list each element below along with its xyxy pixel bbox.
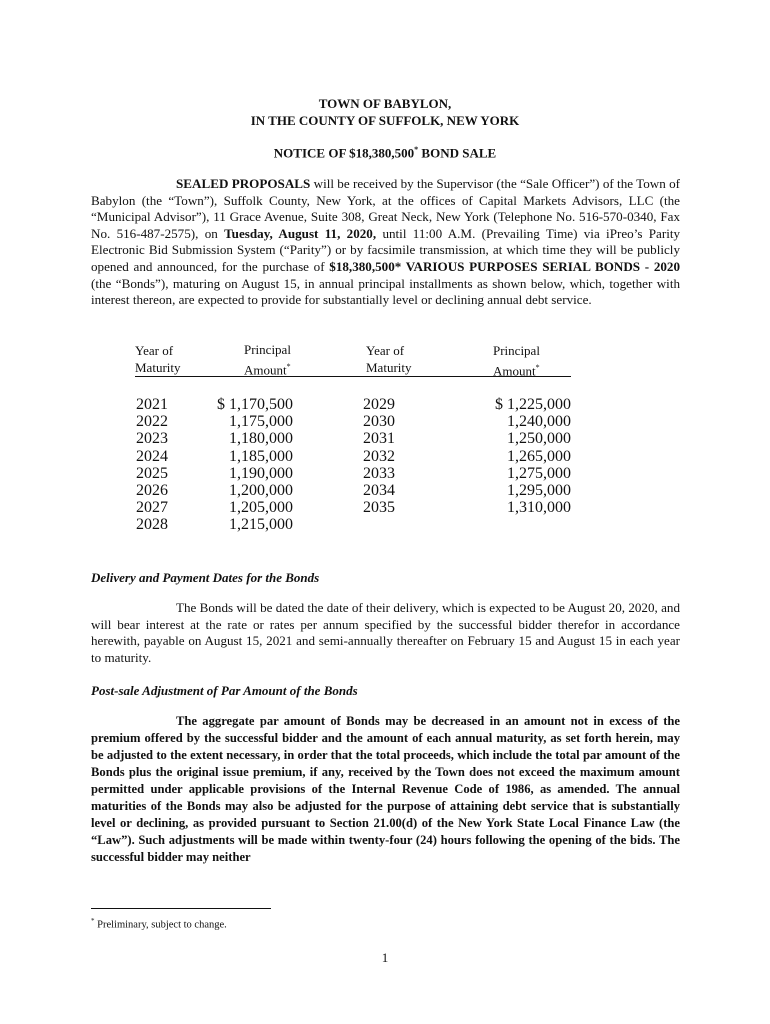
page-number: 1 (381, 950, 389, 965)
notice-title-prefix: NOTICE OF $18,380,500 (273, 145, 415, 161)
maturity-year: 2032 (363, 447, 395, 465)
intro-text-b: until 11:00 A.M. (Prevailing Time) via iPreo’s Parity Electronic Bid Submission System (“Parity”) or by facsimile transmission, at which time they will be publicly opened and announced, for the purchase of (91, 225, 681, 274)
right-amounts-column (478, 396, 571, 516)
maturity-year: 2024 (136, 447, 168, 465)
principal-amount: 1,310,000 (507, 499, 571, 517)
right-principal-header-line2: Amount* (493, 363, 540, 379)
adjustment-section-title: Post-sale Adjustment of Par Amount of the Bonds (91, 683, 358, 698)
right-year-header-line1: Year of (366, 343, 405, 358)
principal-amount: $ 1,170,500 (217, 396, 293, 413)
maturity-year: 2027 (136, 499, 168, 517)
maturity-year: 2028 (136, 516, 168, 534)
maturity-year: 2021 (136, 396, 168, 413)
right-principal-header (493, 342, 540, 379)
principal-amount: 1,240,000 (507, 413, 571, 431)
intro-text-c: (the “Bonds”), maturing on August 15, in annual principal installments as shown below, which, together with interest thereon, are expected to provide for substantially level or declining annual debt service. (91, 275, 680, 308)
left-year-header-line1: Year of (135, 343, 174, 358)
principal-amount: 1,295,000 (507, 481, 571, 499)
principal-amount: 1,215,000 (229, 516, 293, 534)
notice-title (0, 145, 770, 161)
footnote-rule (91, 908, 271, 909)
right-year-header-line2: Maturity (366, 360, 412, 375)
principal-amount: 1,275,000 (507, 464, 571, 482)
principal-amount: 1,180,000 (229, 430, 293, 448)
right-year-header (366, 342, 412, 376)
maturity-year: 2033 (363, 464, 395, 482)
intro-paragraph (91, 176, 680, 309)
principal-amount: 1,205,000 (229, 499, 293, 517)
delivery-section-title: Delivery and Payment Dates for the Bonds (91, 570, 320, 585)
sale-date: Tuesday, August 11, 2020, (224, 225, 377, 241)
maturity-year: 2035 (363, 499, 395, 517)
bond-name: $18,380,500* VARIOUS PURPOSES SERIAL BONDS - 2020 (329, 258, 681, 274)
principal-amount: 1,265,000 (507, 447, 571, 465)
maturity-year: 2031 (363, 430, 395, 448)
footnote (91, 917, 227, 931)
footnote-text: Preliminary, subject to change. (94, 919, 227, 931)
right-years-column (363, 396, 423, 516)
left-amounts-column (200, 396, 293, 534)
maturity-year: 2025 (136, 464, 168, 482)
left-years-column (136, 396, 196, 534)
principal-amount: 1,185,000 (229, 447, 293, 465)
maturity-year: 2029 (363, 396, 395, 413)
principal-amount: 1,250,000 (507, 430, 571, 448)
intro-text-a: will be received by the Supervisor (the “Sale Officer”) of the Town of Babylon (the “Town”), Suffolk County, New York, at the offices of Capital Markets Advisors, LLC (the “Municipal Advisor”), 11 Grace Avenue, Suite 308, Great Neck, New York (Telephone No. 516-570-0340, Fax No. 516-487-2575), on (91, 176, 680, 241)
principal-amount: 1,200,000 (229, 481, 293, 499)
notice-title-suffix: BOND SALE (418, 145, 497, 161)
footnote-mark: * (91, 917, 95, 925)
maturity-year: 2026 (136, 481, 168, 499)
notice-footnote-mark: * (414, 145, 419, 154)
principal-amount: 1,175,000 (229, 413, 293, 431)
principal-amount: 1,190,000 (229, 464, 293, 482)
left-principal-header-line1: Principal (244, 342, 291, 357)
left-principal-header (244, 341, 291, 378)
table-header-rule (135, 376, 571, 377)
delivery-paragraph: The Bonds will be dated the date of their delivery, which is expected to be August 20, 2020, and will bear interest at the rate or rates per annum specified by the successful bidder therefor in accordance herewith, payable on August 15, 2021 and semi-annually thereafter on February 15 and August 15 in each year to maturity. (91, 600, 680, 665)
left-principal-header-line2: Amount* (244, 362, 291, 378)
left-year-header (135, 342, 181, 376)
intro-lead: SEALED PROPOSALS (176, 176, 311, 191)
right-principal-header-line1: Principal (493, 343, 540, 358)
maturity-year: 2023 (136, 430, 168, 448)
town-title: TOWN OF BABYLON, (318, 96, 452, 111)
maturity-year: 2022 (136, 413, 168, 431)
left-year-header-line2: Maturity (135, 360, 181, 375)
principal-amount: $ 1,225,000 (495, 396, 571, 413)
adjustment-paragraph: The aggregate par amount of Bonds may be decreased in an amount not in excess of the premium offered by the successful bidder and the amount of each annual maturity, as set forth herein, may be adjusted to the extent necessary, in order that the total proceeds, which include the total par amount of the Bonds plus the original issue premium, if any, received by the Town does not exceed the maximum amount permitted under applicable provisions of the Internal Revenue Code of 1986, as amended. The annual maturities of the Bonds may also be adjusted for the purpose of attaining debt service that is substantially level or declining, as provided pursuant to Section 21.00(d) of the New York State Local Finance Law (the “Law”). Such adjustments will be made within twenty-four (24) hours following the opening of the bids. The successful bidder may neither (91, 714, 680, 864)
maturity-year: 2030 (363, 413, 395, 431)
county-title: IN THE COUNTY OF SUFFOLK, NEW YORK (250, 113, 520, 128)
maturity-year: 2034 (363, 481, 395, 499)
